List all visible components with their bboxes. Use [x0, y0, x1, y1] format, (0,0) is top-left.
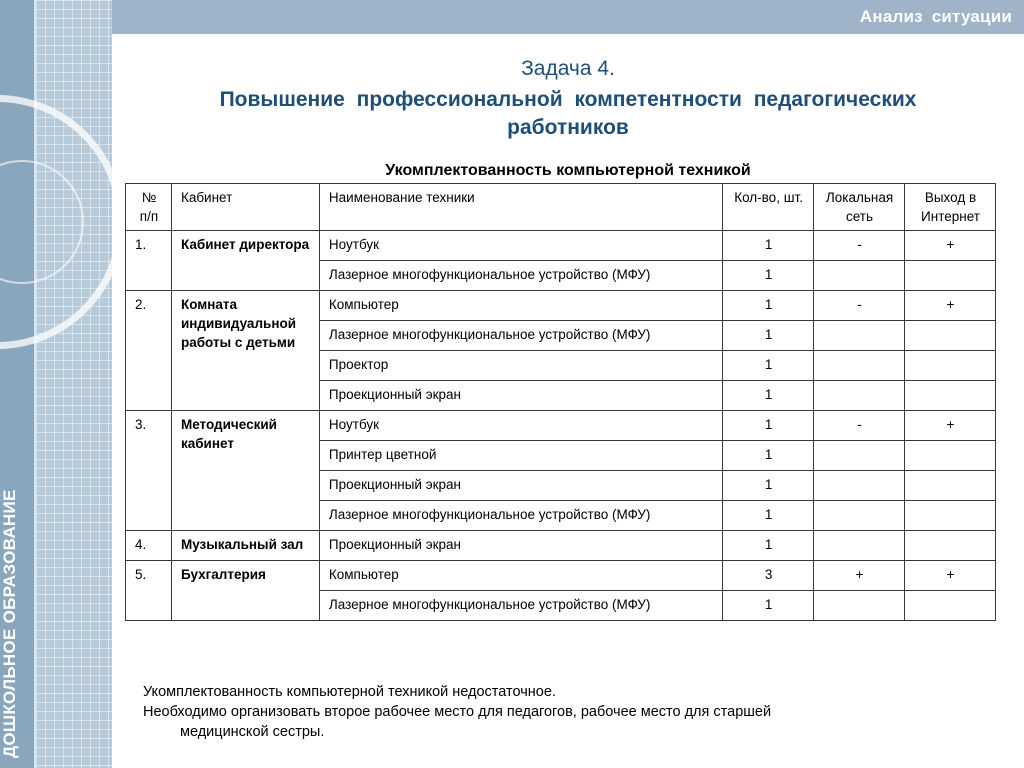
cell-name: Проекционный экран	[319, 471, 722, 501]
cell-internet	[905, 381, 996, 411]
cell-qty: 1	[723, 501, 814, 531]
cell-internet	[905, 441, 996, 471]
cell-name: Компьютер	[319, 291, 722, 321]
equipment-table	[125, 183, 996, 621]
table-row	[126, 561, 996, 591]
cell-cabinet: Кабинет директора	[171, 231, 319, 291]
cell-qty: 1	[723, 441, 814, 471]
cell-name: Проекционный экран	[319, 531, 722, 561]
main-title	[112, 86, 1024, 142]
cell-qty: 1	[723, 231, 814, 261]
cell-qty: 3	[723, 561, 814, 591]
table-row	[126, 231, 996, 261]
table-row	[126, 531, 996, 561]
cell-qty: 1	[723, 381, 814, 411]
cell-lan	[814, 261, 905, 291]
cell-name: Компьютер	[319, 561, 722, 591]
cell-cabinet: Бухгалтерия	[171, 561, 319, 621]
main-title-line2: работников	[507, 116, 629, 139]
header-name: Наименование техники	[319, 184, 722, 231]
cell-internet	[905, 591, 996, 621]
cell-name: Лазерное многофункциональное устройство (МФУ)	[319, 261, 722, 291]
main-title-line1: Повышение профессиональной компетентности педагогических	[219, 88, 917, 111]
cell-lan: -	[814, 411, 905, 441]
cell-lan	[814, 381, 905, 411]
cell-qty: 1	[723, 471, 814, 501]
cell-num: 2.	[126, 291, 172, 411]
header-label: Анализ ситуации	[859, 7, 1012, 26]
cell-lan	[814, 321, 905, 351]
cell-name: Принтер цветной	[319, 441, 722, 471]
cell-lan: +	[814, 561, 905, 591]
table-body	[126, 231, 996, 621]
top-bar	[0, 0, 1024, 34]
header-num: № п/п	[126, 184, 172, 231]
cell-name: Ноутбук	[319, 231, 722, 261]
cell-num: 5.	[126, 561, 172, 621]
cell-lan: -	[814, 291, 905, 321]
cell-name: Проектор	[319, 351, 722, 381]
cell-lan	[814, 351, 905, 381]
cell-num: 3.	[126, 411, 172, 531]
table-row	[126, 411, 996, 441]
cell-qty: 1	[723, 591, 814, 621]
cell-internet	[905, 321, 996, 351]
header-qty: Кол-во, шт.	[723, 184, 814, 231]
vertical-label: ДОШКОЛЬНОЕ ОБРАЗОВАНИЕ	[0, 489, 19, 758]
cell-qty: 1	[723, 321, 814, 351]
cell-lan	[814, 531, 905, 561]
cell-internet	[905, 471, 996, 501]
cell-internet	[905, 351, 996, 381]
cell-qty: 1	[723, 531, 814, 561]
cell-lan	[814, 441, 905, 471]
cell-name: Лазерное многофункциональное устройство (МФУ)	[319, 591, 722, 621]
summary-line1: Укомплектованность компьютерной техникой недостаточное.	[143, 684, 556, 700]
cell-num: 4.	[126, 531, 172, 561]
cell-num: 1.	[126, 231, 172, 291]
cell-internet	[905, 261, 996, 291]
cell-name: Лазерное многофункциональное устройство (МФУ)	[319, 501, 722, 531]
cell-internet: +	[905, 411, 996, 441]
summary	[143, 682, 986, 742]
cell-lan	[814, 591, 905, 621]
cell-internet	[905, 501, 996, 531]
table-row	[126, 291, 996, 321]
cell-internet: +	[905, 231, 996, 261]
cell-lan	[814, 501, 905, 531]
side-panel	[0, 0, 112, 768]
table-caption: Укомплектованность компьютерной техникой	[385, 162, 751, 179]
cell-name: Лазерное многофункциональное устройство (МФУ)	[319, 321, 722, 351]
cell-qty: 1	[723, 261, 814, 291]
summary-line3: медицинской сестры.	[180, 724, 325, 740]
cell-lan	[814, 471, 905, 501]
cell-lan: -	[814, 231, 905, 261]
table-header-row	[126, 184, 996, 231]
cell-qty: 1	[723, 351, 814, 381]
cell-qty: 1	[723, 411, 814, 441]
header-lan: Локальная сеть	[814, 184, 905, 231]
cell-name: Проекционный экран	[319, 381, 722, 411]
cell-cabinet: Методический кабинет	[171, 411, 319, 531]
cell-internet	[905, 531, 996, 561]
header-cabinet: Кабинет	[171, 184, 319, 231]
cell-internet: +	[905, 291, 996, 321]
summary-line2: Необходимо организовать второе рабочее место для педагогов, рабочее место для старшей	[143, 704, 772, 720]
task-title: Задача 4.	[521, 57, 615, 80]
cell-qty: 1	[723, 291, 814, 321]
cell-cabinet: Музыкальный зал	[171, 531, 319, 561]
header-internet: Выход в Интернет	[905, 184, 996, 231]
cell-cabinet: Комната индивидуальной работы с детьми	[171, 291, 319, 411]
cell-name: Ноутбук	[319, 411, 722, 441]
cell-internet: +	[905, 561, 996, 591]
